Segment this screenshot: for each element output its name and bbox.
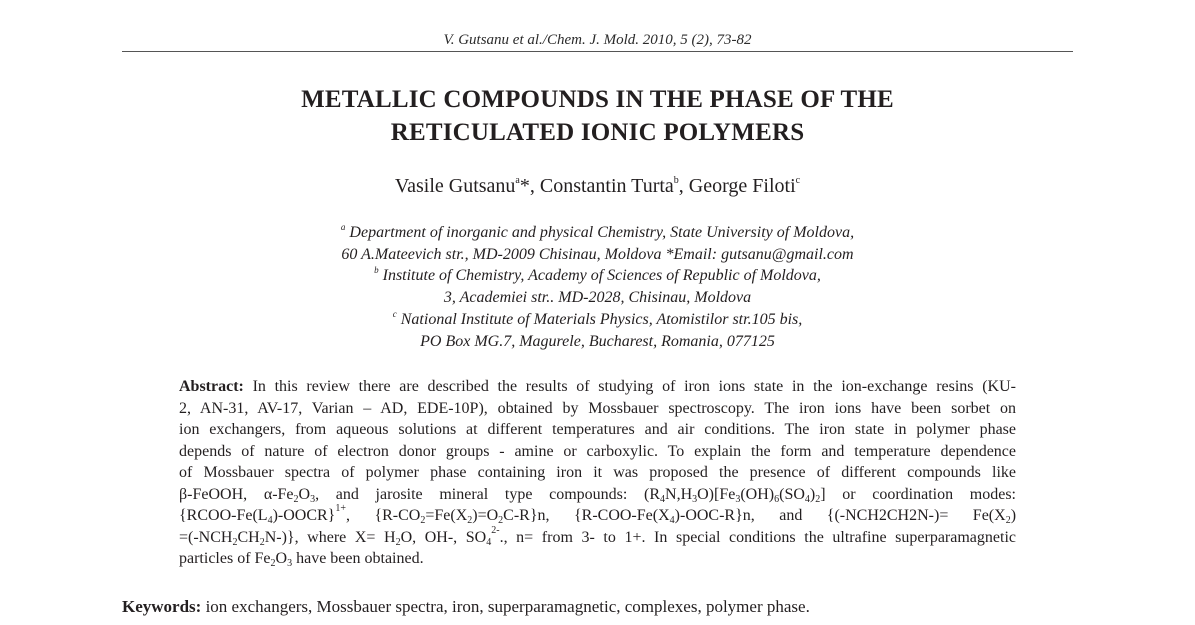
abstract-line: 2, AN-31, AV-17, Varian – AD, EDE-10P), obtained by Mossbauer spectroscopy. The iron ions have been sorbet on	[179, 399, 1016, 417]
author-mark: b	[673, 175, 679, 186]
abstract-line: depends of nature of electron donor groups - amine or carboxylic. To explain the form and temperature dependence	[179, 442, 1016, 460]
keywords-label: Keywords:	[122, 597, 202, 616]
affiliation-text: Institute of Chemistry, Academy of Sciences of Republic of Moldova,	[382, 267, 821, 285]
title-line-1: METALLIC COMPOUNDS IN THE PHASE OF THE	[301, 86, 894, 113]
abstract-label: Abstract:	[179, 378, 244, 395]
abstract	[179, 376, 1016, 570]
author-separator: ,	[678, 175, 689, 197]
abstract-text: In this review there are described the results of studying of iron ions state in the ion-exchange resins (KU-	[243, 378, 1016, 395]
title-line-2: RETICULATED IONIC POLYMERS	[390, 119, 805, 146]
affiliation-mark: b	[374, 265, 379, 276]
header-rule	[122, 51, 1073, 52]
affiliation-c-line-1	[160, 309, 1035, 331]
author-name: Vasile Gutsanu	[394, 175, 516, 197]
affiliations	[160, 222, 1035, 352]
abstract-formula-line: $\{RCOO-Fe(L_4)-OOCR\}^{1+}$, $\{R-CO_2=Fe(X_2)=O_2C-R\}n$, $\{R-COO-Fe(X_4)-OOC-R\}n$, and {$(-NCH2CH2N-)= Fe(X_2)$	[179, 503, 1017, 526]
affiliation-text: Department of inorganic and physical Chemistry, State University of Moldova,	[349, 224, 855, 241]
keywords-text: ion exchangers, Mossbauer spectra, iron, superparamagnetic, complexes, polymer phase.	[201, 597, 810, 616]
affiliation-b-line-2: 3, Academiei str.. MD-2028, Chisinau, Moldova	[443, 289, 752, 307]
paper-title	[160, 83, 1035, 149]
author-name: George Filoti	[688, 175, 796, 197]
affiliation-b-line-1	[160, 265, 1035, 287]
affiliation-a-line-2: 60 A.Mateevich str., MD-2009 Chisinau, Moldova *Email: gutsanu@gmail.com	[341, 245, 854, 263]
abstract-line: ion exchangers, from aqueous solutions at different temperatures and air conditions. The iron state in polymer phase	[179, 421, 1016, 438]
affiliation-mark: a	[340, 222, 346, 232]
author-mark: a	[515, 175, 520, 186]
affiliation-mark: c	[392, 308, 397, 319]
abstract-formula-line: β-FeOOH, $\alpha-Fe_2O_3$, and jarosite mineral type compounds: $(R_4N,H_3O)[Fe_3(OH)_6(SO_4)_2]$ or coordination modes:	[179, 485, 1017, 505]
author-mark: c	[795, 175, 801, 186]
abstract-formula-line: particles of $Fe_2O_3$ have been obtained.	[179, 550, 424, 569]
abstract-line: of Mossbauer spectra of polymer phase containing iron it was proposed the presence of different compounds like	[179, 464, 1016, 481]
affiliation-text: National Institute of Materials Physics, Atomistilor str.105 bis,	[400, 310, 803, 328]
abstract-line	[179, 376, 1016, 398]
author-list	[160, 173, 1035, 199]
abstract-formula-line: $=(-NCH_2CH_2N-)$}, where $X= H_2O$, OH-, $SO_4^{2-}$., n= from 3- to 1+. In special conditions the ultrafine superparamagnetic	[179, 524, 1017, 548]
affiliation-c-line-2: PO Box MG.7, Magurele, Bucharest, Romania, 077125	[420, 332, 775, 350]
affiliation-a-line-1	[160, 222, 1035, 244]
running-header: V. Gutsanu et al./Chem. J. Mold. 2010, 5 (2), 73-82	[443, 32, 752, 48]
author-separator: *,	[519, 175, 540, 197]
author-name: Constantin Turta	[539, 175, 674, 197]
keywords	[122, 596, 810, 618]
